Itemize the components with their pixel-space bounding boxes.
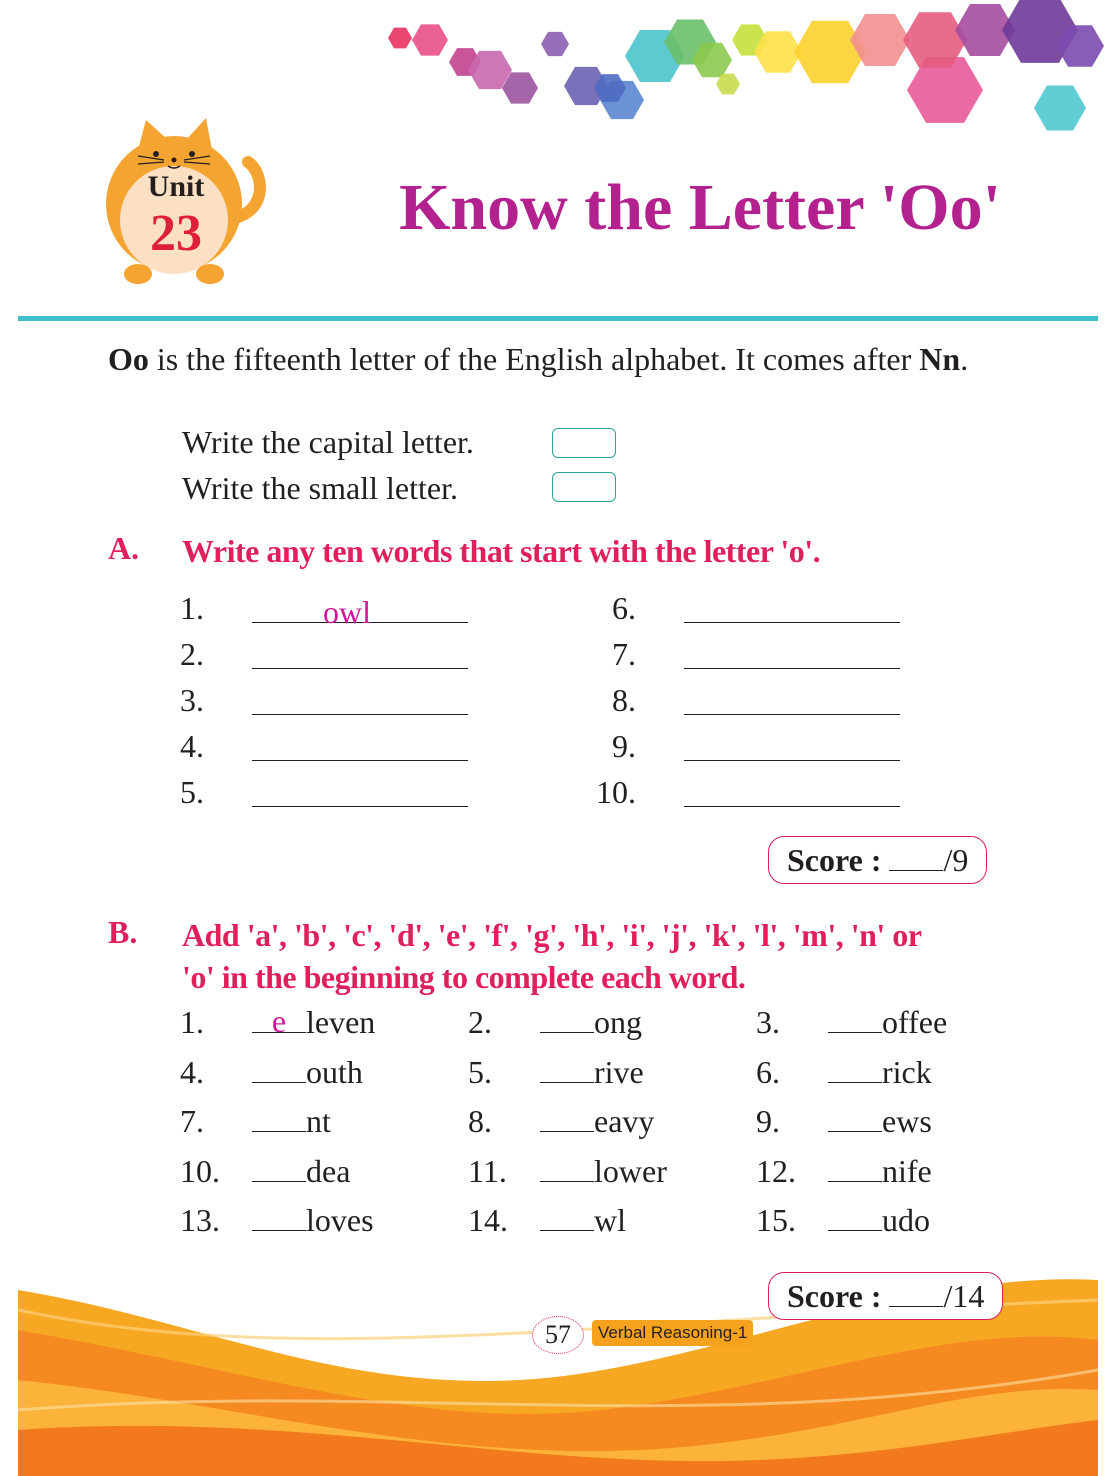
- hexagon-shape: [1034, 86, 1086, 131]
- section-b-letter-blank[interactable]: [540, 1204, 594, 1231]
- section-b-letter-blank[interactable]: [540, 1155, 594, 1182]
- section-b-word-ending: eavy: [594, 1103, 655, 1139]
- intro-text-1: is the fifteenth letter of the English alphabet. It comes after: [148, 341, 920, 377]
- unit-number: 23: [150, 205, 202, 262]
- section-b-word: [828, 1054, 932, 1091]
- section-b-item-number: 7.: [180, 1103, 204, 1139]
- section-b-word-ending: rick: [882, 1053, 932, 1090]
- score-total: /14: [943, 1278, 985, 1314]
- section-b-letter-blank[interactable]: [252, 1105, 306, 1132]
- section-a-answer-blank[interactable]: [684, 684, 900, 715]
- section-b-word-ending: loves: [306, 1202, 374, 1238]
- section-b-word: [828, 1202, 930, 1239]
- section-a-answer-blank[interactable]: [252, 638, 468, 669]
- section-a-item-number: 3.: [180, 682, 204, 718]
- section-b-letter: B.: [108, 914, 138, 950]
- section-b-word: [828, 1004, 947, 1041]
- section-b-item-number: 1.: [180, 1004, 204, 1040]
- section-a-answer-blank[interactable]: [684, 638, 900, 669]
- section-b-item-number: 5.: [468, 1053, 492, 1090]
- section-a-item-number: 2.: [180, 636, 204, 672]
- section-b-letter-blank[interactable]: [540, 1006, 594, 1033]
- section-b-letter-blank[interactable]: [540, 1056, 594, 1083]
- intro-paragraph: [108, 338, 1028, 380]
- section-b-word-ending: leven: [306, 1004, 376, 1040]
- section-b-item-number: 15.: [756, 1202, 796, 1238]
- page-number: 57: [532, 1316, 584, 1354]
- section-b-word: [540, 1004, 642, 1041]
- section-b-instruction-line1: Add 'a', 'b', 'c', 'd', 'e', 'f', 'g', 'h', 'i', 'j', 'k', 'l', 'm', 'n' or: [182, 917, 922, 953]
- section-a-answer-blank[interactable]: [252, 684, 468, 715]
- section-a-answer-blank[interactable]: [252, 776, 468, 807]
- section-b-item-number: 6.: [756, 1053, 780, 1090]
- section-b-word-ending: offee: [882, 1004, 948, 1040]
- section-b-letter-blank[interactable]: [828, 1155, 882, 1182]
- section-b-word-ending: wl: [594, 1202, 626, 1238]
- section-b-item-number: 8.: [468, 1103, 492, 1139]
- small-letter-prompt: Write the small letter.: [182, 470, 458, 506]
- section-b-word-ending: outh: [306, 1053, 363, 1090]
- section-b-letter-blank[interactable]: [252, 1155, 306, 1182]
- section-a-score: [768, 836, 987, 884]
- divider: [18, 316, 1098, 321]
- section-b-instruction-line2: 'o' in the beginning to complete each word.: [182, 959, 746, 995]
- section-b-word: [252, 1054, 363, 1091]
- section-b-letter-blank[interactable]: [252, 1056, 306, 1083]
- book-title-badge: Verbal Reasoning-1: [592, 1320, 753, 1346]
- section-b-letter-blank[interactable]: [828, 1204, 882, 1231]
- section-a-item-number: 7.: [612, 636, 636, 672]
- section-b-item-number: 3.: [756, 1004, 780, 1040]
- section-b-item-number: 12.: [756, 1152, 796, 1189]
- section-a-item-number: 4.: [180, 728, 204, 764]
- intro-bold-oo: Oo: [108, 341, 149, 377]
- capital-letter-box[interactable]: [552, 428, 616, 458]
- hexagon-shape: [541, 32, 569, 56]
- section-a-item-number: 9.: [612, 728, 636, 764]
- section-b-word: [540, 1153, 667, 1190]
- section-b-word: [252, 1103, 331, 1140]
- section-b-item-number: 14.: [468, 1202, 508, 1238]
- section-a-instruction: Write any ten words that start with the letter 'o'.: [182, 533, 821, 569]
- section-b-item-number: 9.: [756, 1103, 780, 1139]
- section-b-letter-blank[interactable]: [828, 1006, 882, 1033]
- section-a-item-number: 8.: [612, 682, 636, 718]
- section-a-item-number: 10.: [596, 774, 636, 810]
- hexagon-shape: [412, 24, 448, 55]
- intro-text-2: .: [960, 341, 969, 377]
- section-b-word: [540, 1103, 654, 1140]
- section-a-item-number: 6.: [612, 590, 636, 626]
- section-b-item-number: 10.: [180, 1152, 220, 1189]
- section-b-letter-blank[interactable]: [828, 1105, 882, 1132]
- score-blank[interactable]: [889, 1282, 943, 1307]
- section-b-word: [252, 1004, 375, 1041]
- section-b-letter-blank[interactable]: [540, 1105, 594, 1132]
- section-b-item-number: 2.: [468, 1004, 492, 1040]
- section-b-item-number: 4.: [180, 1053, 204, 1090]
- section-b-item-number: 11.: [468, 1152, 507, 1189]
- page-title: Know the Letter 'Oo': [399, 171, 1001, 244]
- section-b-letter-blank[interactable]: [252, 1204, 306, 1231]
- small-letter-box[interactable]: [552, 472, 616, 502]
- section-b-word: [828, 1103, 932, 1140]
- score-label: Score :: [787, 842, 882, 878]
- capital-letter-prompt: Write the capital letter.: [182, 424, 474, 460]
- section-a-letter: A.: [108, 530, 140, 566]
- section-a-answer-blank[interactable]: [252, 730, 468, 761]
- section-b-word-ending: rive: [594, 1053, 644, 1090]
- section-b-word-ending: ews: [882, 1103, 932, 1139]
- section-b-word-ending: nife: [882, 1152, 932, 1189]
- section-b-word-ending: dea: [306, 1152, 351, 1189]
- section-b-item-number: 13.: [180, 1202, 220, 1238]
- unit-label: Unit: [147, 170, 205, 203]
- section-b-letter-blank[interactable]: [252, 1003, 306, 1039]
- section-a-item-number: 5.: [180, 774, 204, 810]
- section-b-word: [540, 1202, 626, 1239]
- section-b-word-ending: lower: [594, 1152, 667, 1189]
- section-a-answer-blank[interactable]: [684, 730, 900, 761]
- section-b-word: [252, 1202, 374, 1239]
- section-b-word: [252, 1153, 350, 1190]
- section-a-answer-blank[interactable]: [684, 592, 900, 623]
- section-b-word: [540, 1054, 644, 1091]
- section-b-score: [768, 1272, 1003, 1320]
- intro-bold-nn: Nn: [919, 341, 961, 377]
- hexagon-shape: [388, 28, 412, 49]
- section-b-word-ending: udo: [882, 1202, 930, 1238]
- section-b-letter-blank[interactable]: [828, 1056, 882, 1083]
- section-b-word-ending: ong: [594, 1004, 642, 1040]
- section-b-fill-letter: e: [271, 1003, 287, 1039]
- section-a-item-number: 1.: [180, 590, 204, 626]
- section-a-answer: owl: [323, 594, 371, 630]
- hexagon-shape: [794, 21, 866, 83]
- score-label: Score :: [787, 1278, 882, 1314]
- section-b-word: [828, 1153, 932, 1190]
- score-total: /9: [943, 842, 969, 878]
- section-b-instruction: [182, 914, 1032, 998]
- section-a-answer-blank[interactable]: [684, 776, 900, 807]
- score-blank[interactable]: [889, 846, 943, 871]
- section-b-word-ending: nt: [306, 1103, 331, 1139]
